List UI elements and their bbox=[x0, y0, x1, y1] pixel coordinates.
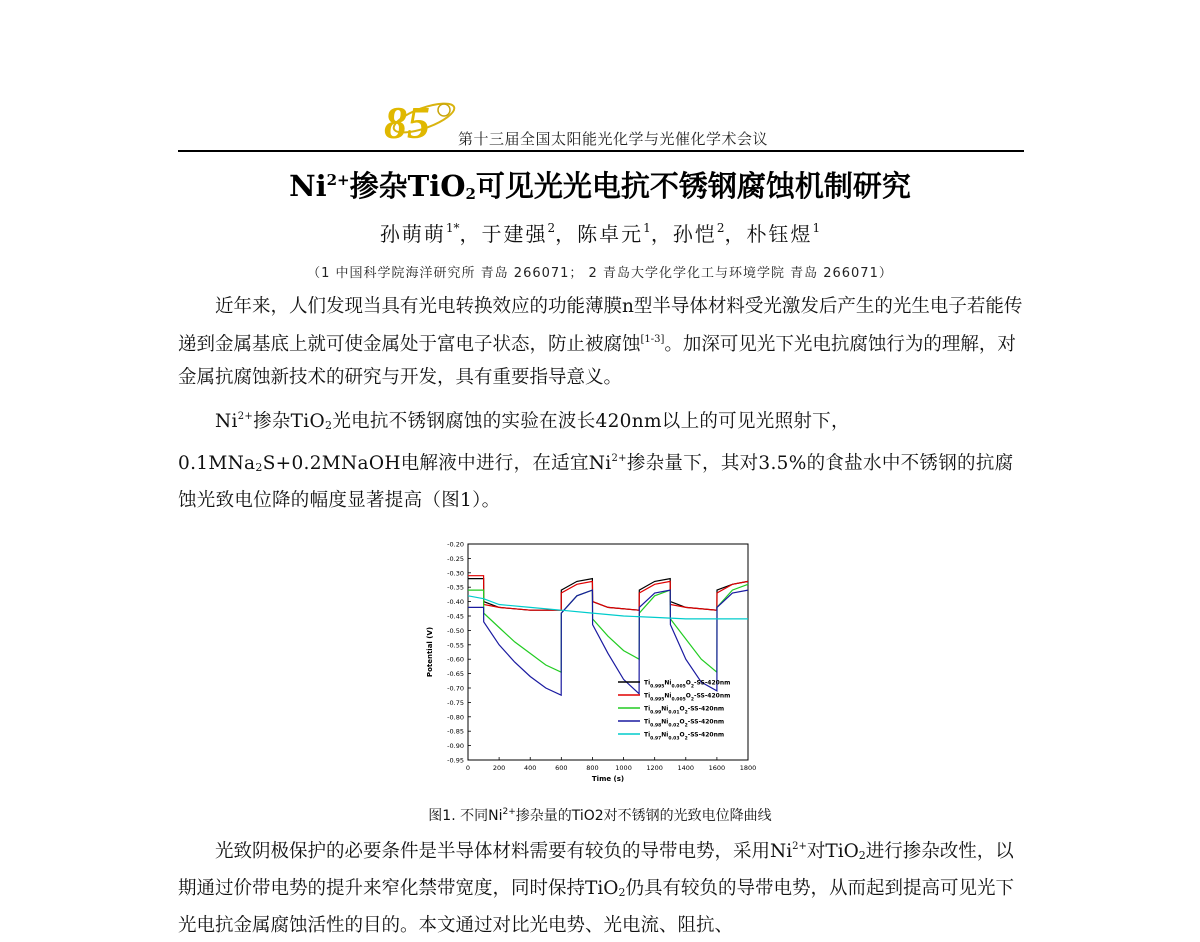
affiliations: （1 中国科学院海洋研究所 青岛 266071； 2 青岛大学化学化工与环境学院 青岛 266071） bbox=[307, 266, 893, 281]
svg-text:85: 85 bbox=[384, 97, 430, 144]
y-tick-label: -0.50 bbox=[447, 626, 464, 635]
y-tick-label: -0.75 bbox=[447, 698, 464, 707]
y-tick-label: -0.90 bbox=[447, 742, 464, 751]
author-name: 陈卓元 bbox=[577, 222, 644, 246]
potential-time-chart bbox=[420, 536, 770, 786]
x-tick-label: 600 bbox=[555, 764, 568, 772]
author-name: 孙萌萌 bbox=[379, 222, 446, 246]
x-tick-label: 0 bbox=[465, 764, 471, 772]
paragraph-1: 近年来，人们发现当具有光电转换效应的功能薄膜n型半导体材料受光激发后产生的光生电子若能传递到金属基底上就可使金属处于富电子状态，防止被腐蚀[1-3]。加深可见光下光电抗腐蚀行为的理解，对金属抗腐蚀新技术的研究与开发，具有重要指导意义。 bbox=[178, 296, 1023, 388]
y-tick-label: -0.45 bbox=[447, 612, 464, 621]
y-tick-label: -0.60 bbox=[447, 655, 464, 664]
x-tick-label: 800 bbox=[586, 764, 599, 772]
y-tick-label: -0.20 bbox=[447, 540, 464, 549]
author-name: 于建强 bbox=[481, 222, 548, 246]
y-tick-label: -0.30 bbox=[447, 569, 464, 578]
plot-frame bbox=[468, 544, 748, 760]
x-tick-label: 1200 bbox=[646, 764, 663, 772]
x-tick-label: 1600 bbox=[708, 764, 726, 772]
legend-label: $Ti_{0.995}Ni_{0.005}O_2-SS-420nm$ bbox=[644, 679, 731, 689]
series-line-3 bbox=[468, 584, 748, 672]
x-tick-label: 1000 bbox=[615, 764, 632, 772]
y-tick-label: -0.95 bbox=[447, 756, 464, 765]
author-separator: ， bbox=[650, 222, 673, 246]
author-name: 朴钰煜 bbox=[746, 222, 813, 246]
y-tick-label: -0.70 bbox=[447, 684, 464, 693]
y-tick-label: -0.85 bbox=[447, 727, 464, 736]
y-tick-label: -0.55 bbox=[447, 641, 464, 650]
legend-label: $Ti_{0.995}Ni_{0.005}O_2-SS-420nm$ bbox=[644, 692, 731, 702]
author-affiliation-mark: 1 bbox=[643, 221, 651, 235]
author-separator: ， bbox=[459, 222, 482, 246]
header-rule bbox=[178, 150, 1024, 152]
author-separator: ， bbox=[555, 222, 578, 246]
legend-label: $Ti_{0.97}Ni_{0.03}O_2-SS-420nm$ bbox=[644, 731, 725, 741]
author-affiliation-mark: 1* bbox=[445, 221, 460, 235]
x-axis-label: Time (s) bbox=[591, 775, 625, 783]
y-tick-label: -0.40 bbox=[447, 598, 464, 607]
figure-caption: 图1. 不同$Ni^{2+}$掺杂量的TiO2对不锈钢的光致电位降曲线 bbox=[428, 807, 772, 824]
x-tick-label: 400 bbox=[524, 764, 537, 772]
author-affiliation-mark: 1 bbox=[812, 221, 821, 235]
x-tick-label: 1800 bbox=[739, 764, 757, 772]
legend-label: $Ti_{0.99}Ni_{0.01}O_2-SS-420nm$ bbox=[644, 705, 725, 715]
y-tick-label: -0.80 bbox=[447, 713, 464, 722]
legend-label: $Ti_{0.98}Ni_{0.02}O_2-SS-420nm$ bbox=[644, 718, 725, 728]
anniversary-85-logo bbox=[382, 88, 464, 144]
paragraph-2: $Ni^{2+}$掺杂TiO$_2$光电抗不锈钢腐蚀的实验在波长420nm以上的可见光照射下，0.1MNa$_2$S+0.2MNaOH电解液中进行，在适宜$Ni^{2+}$掺杂量下，其对3.5%的食盐水中不锈钢的抗腐蚀光致电位降的幅度显著提高（图1）。 bbox=[178, 411, 1014, 511]
y-tick-label: -0.65 bbox=[447, 670, 464, 679]
author-affiliation-mark: 2 bbox=[547, 221, 556, 235]
x-tick-label: 200 bbox=[492, 764, 506, 772]
author-separator: ， bbox=[724, 222, 747, 246]
x-tick-label: 1400 bbox=[677, 764, 695, 772]
paragraph-3: 光致阴极保护的必要条件是半导体材料需要有较负的导带电势，采用$Ni^{2+}$对TiO$_2$进行掺杂改性，以期通过价带电势的提升来窄化禁带宽度，同时保持TiO$_2$仍具有较负的导带电势，从而起到提高可见光下光电抗金属腐蚀活性的目的。本文通过对比光电势、光电流、阻抗、 bbox=[178, 841, 1014, 936]
y-axis-label: Potential (V) bbox=[426, 626, 434, 678]
conference-name: 第十三届全国太阳能光化学与光催化学术会议 bbox=[458, 130, 769, 148]
author-list bbox=[0, 218, 1200, 247]
paper-title: $Ni^{2+}$掺杂TiO$_2$可见光光电抗不锈钢腐蚀机制研究 bbox=[289, 169, 911, 203]
author-affiliation-mark: 2 bbox=[716, 221, 725, 235]
y-tick-label: -0.35 bbox=[447, 583, 464, 592]
author-name: 孙恺 bbox=[672, 222, 717, 246]
y-tick-label: -0.25 bbox=[447, 554, 464, 563]
